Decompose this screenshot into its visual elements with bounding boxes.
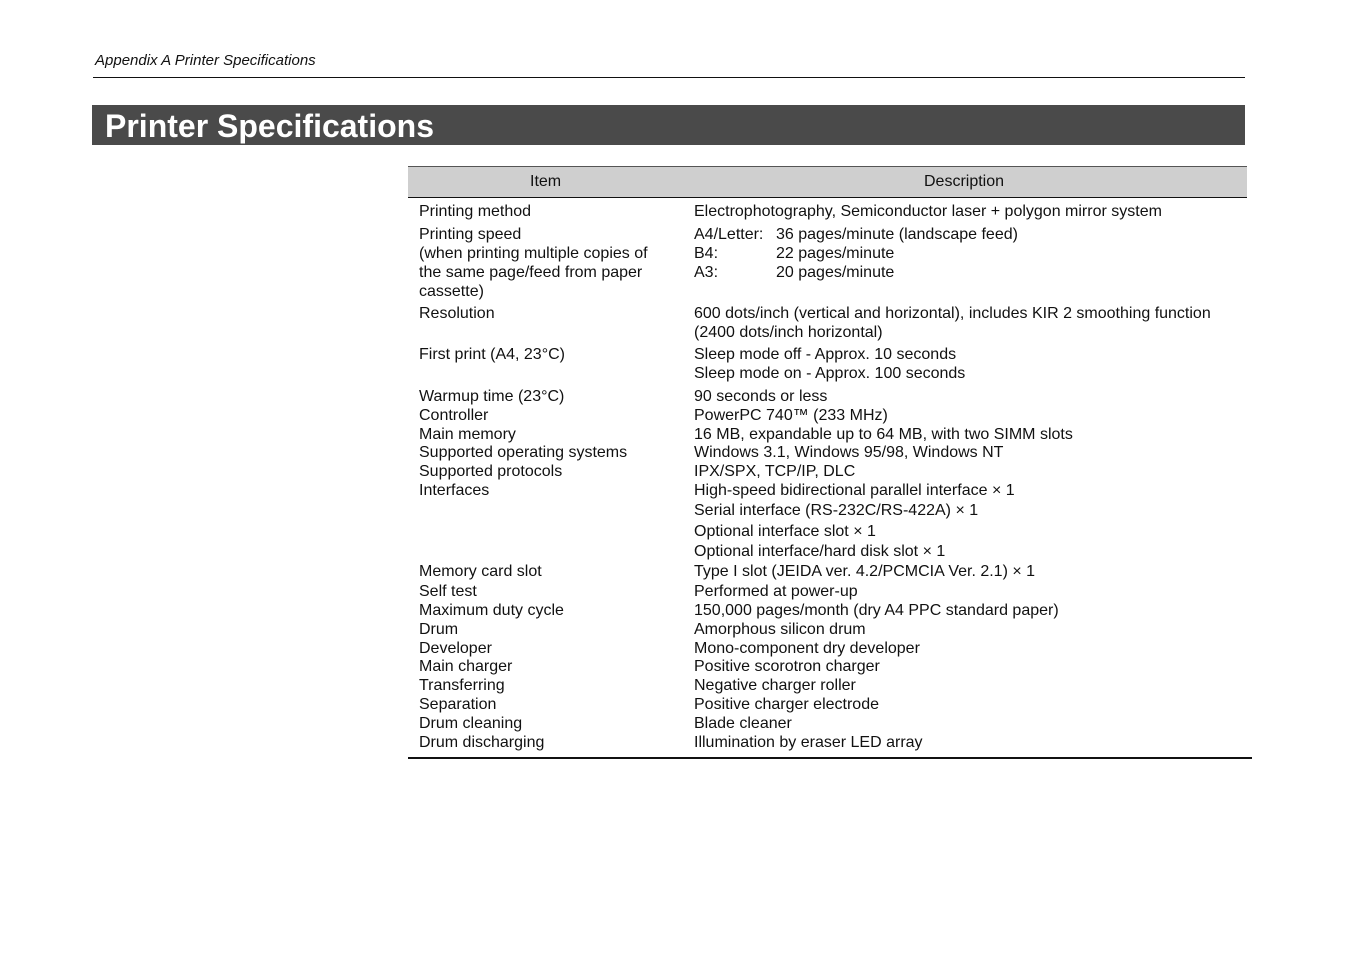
description-cell — [694, 345, 1244, 383]
description-text: Blade cleaner — [694, 715, 792, 732]
description-cell — [694, 714, 1244, 733]
item-cell — [419, 695, 679, 714]
item-text: cassette) — [419, 283, 484, 300]
description-text: Optional interface slot × 1 — [694, 522, 876, 540]
description-text: IPX/SPX, TCP/IP, DLC — [694, 463, 856, 480]
item-text: Main memory — [419, 426, 516, 443]
description-text: Sleep mode on - Approx. 100 seconds — [694, 365, 966, 382]
table-bottom-rule — [408, 757, 1252, 759]
item-cell — [419, 676, 679, 695]
item-text: Memory card slot — [419, 563, 542, 580]
description-text: Serial interface (RS-232C/RS-422A) × 1 — [694, 502, 979, 520]
paper-size-label: A3: — [694, 264, 719, 281]
description-text: Optional interface/hard disk slot × 1 — [694, 542, 946, 560]
speed-value: 20 pages/minute — [776, 264, 895, 281]
description-cell — [694, 406, 1244, 425]
paper-size-label: B4: — [694, 245, 719, 262]
item-text: Maximum duty cycle — [419, 602, 564, 619]
description-cell — [694, 304, 1244, 342]
item-text: (when printing multiple copies of — [419, 245, 648, 262]
description-cell — [694, 481, 1244, 562]
description-cell — [694, 462, 1244, 481]
item-text: Printing method — [419, 203, 532, 220]
description-cell — [694, 620, 1244, 639]
description-text: 16 MB, expandable up to 64 MB, with two SIMM slots — [694, 426, 1073, 443]
speed-entry — [694, 263, 1244, 282]
description-text: Type I slot (JEIDA ver. 4.2/PCMCIA Ver. 2.1) × 1 — [694, 563, 1036, 580]
description-text: 150,000 pages/month (dry A4 PPC standard paper) — [694, 602, 1059, 619]
description-cell — [694, 562, 1244, 581]
description-cell — [694, 657, 1244, 676]
description-cell — [694, 639, 1244, 658]
item-cell — [419, 639, 679, 658]
item-text: Interfaces — [419, 482, 490, 499]
item-cell — [419, 304, 679, 323]
description-cell — [694, 425, 1244, 444]
description-cell — [694, 733, 1244, 752]
description-text: Sleep mode off - Approx. 10 seconds — [694, 346, 957, 363]
item-cell — [419, 202, 679, 221]
item-text: Separation — [419, 696, 497, 713]
item-text: Controller — [419, 407, 489, 424]
item-cell — [419, 562, 679, 581]
header-rule — [93, 77, 1245, 78]
column-header-item: Item — [530, 173, 562, 190]
item-cell — [419, 733, 679, 752]
description-cell — [694, 225, 1244, 282]
description-text: 90 seconds or less — [694, 388, 828, 405]
item-cell — [419, 462, 679, 481]
speed-value: 36 pages/minute (landscape feed) — [776, 226, 1018, 243]
item-cell — [419, 345, 679, 364]
running-head: Appendix A Printer Specifications — [95, 52, 316, 69]
item-cell — [419, 620, 679, 639]
item-cell — [419, 387, 679, 406]
page-title: Printer Specifications — [105, 108, 434, 144]
description-cell — [694, 443, 1244, 462]
item-text: Resolution — [419, 305, 495, 322]
table-header-rule — [408, 197, 1247, 198]
table-header-row — [408, 167, 1247, 197]
speed-entry — [694, 225, 1244, 244]
description-text: Mono-component dry developer — [694, 640, 920, 657]
item-cell — [419, 443, 679, 462]
item-text: Warmup time (23°C) — [419, 388, 565, 405]
description-cell — [694, 582, 1244, 601]
description-text: Electrophotography, Semiconductor laser + polygon mirror system — [694, 203, 1162, 220]
description-text: Performed at power-up — [694, 583, 858, 600]
description-text: Positive scorotron charger — [694, 658, 880, 675]
item-text: Drum discharging — [419, 734, 545, 751]
description-cell — [694, 387, 1244, 406]
item-cell — [419, 425, 679, 444]
item-text: Main charger — [419, 658, 513, 675]
description-text: PowerPC 740™ (233 MHz) — [694, 407, 888, 424]
item-cell — [419, 657, 679, 676]
item-text: the same page/feed from paper — [419, 264, 643, 281]
item-text: Printing speed — [419, 226, 522, 243]
item-text: Supported protocols — [419, 463, 563, 480]
item-cell — [419, 601, 679, 620]
item-text: Drum — [419, 621, 459, 638]
description-text: Negative charger roller — [694, 677, 856, 694]
speed-entry — [694, 244, 1244, 263]
item-cell — [419, 582, 679, 601]
description-text: Positive charger electrode — [694, 696, 879, 713]
description-text: Amorphous silicon drum — [694, 621, 866, 638]
description-cell — [694, 202, 1244, 221]
description-text: 600 dots/inch (vertical and horizontal), includes KIR 2 smoothing function — [694, 305, 1211, 322]
item-text: Developer — [419, 640, 492, 657]
description-cell — [694, 601, 1244, 620]
description-text: Illumination by eraser LED array — [694, 734, 923, 751]
item-text: Self test — [419, 583, 477, 600]
description-text: (2400 dots/inch horizontal) — [694, 324, 883, 341]
item-cell — [419, 406, 679, 425]
column-header-description: Description — [924, 173, 1005, 190]
description-text: High-speed bidirectional parallel interface × 1 — [694, 482, 1015, 499]
item-text: Transferring — [419, 677, 505, 694]
paper-size-label: A4/Letter: — [694, 226, 764, 243]
item-cell — [419, 481, 679, 500]
spec-table — [408, 166, 1247, 751]
title-bar — [92, 105, 1245, 145]
speed-value: 22 pages/minute — [776, 245, 895, 262]
description-cell — [694, 695, 1244, 714]
item-cell — [419, 714, 679, 733]
description-text: Windows 3.1, Windows 95/98, Windows NT — [694, 444, 1004, 461]
description-cell — [694, 676, 1244, 695]
item-cell — [419, 225, 679, 301]
item-text: Supported operating systems — [419, 444, 628, 461]
item-text: Drum cleaning — [419, 715, 523, 732]
item-text: First print (A4, 23°C) — [419, 346, 565, 363]
